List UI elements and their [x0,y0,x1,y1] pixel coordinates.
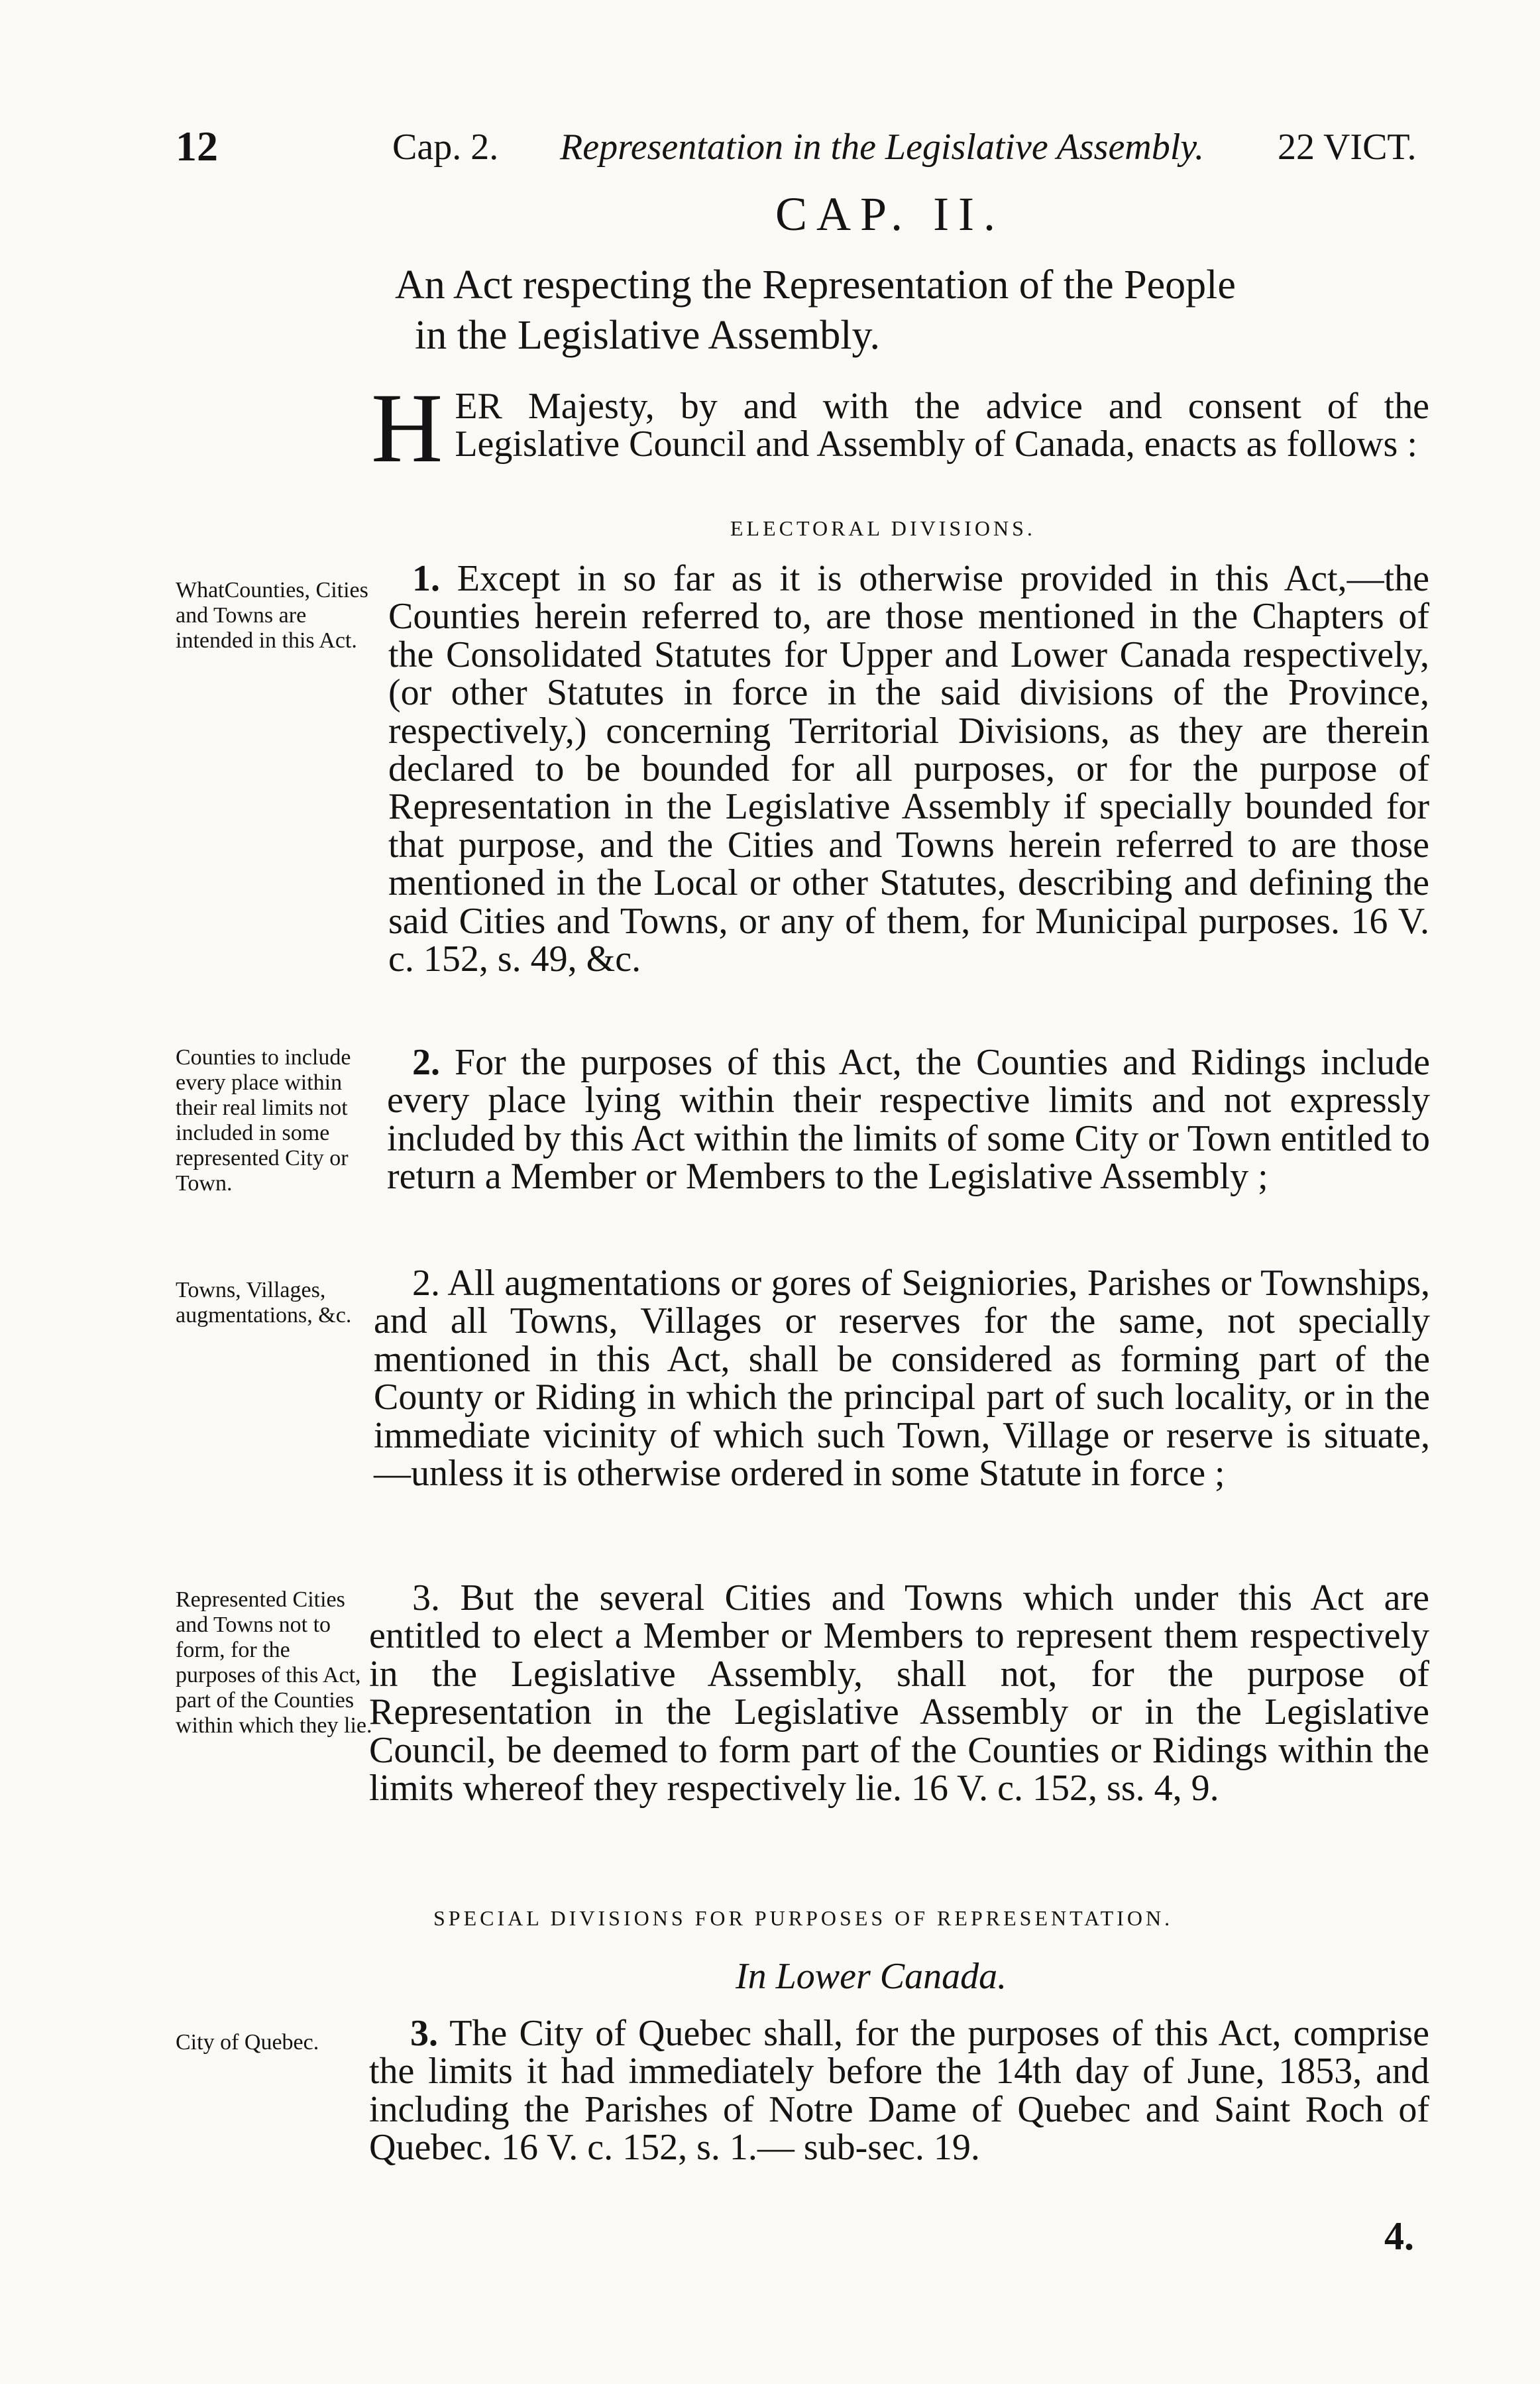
margin-note-s3: City of Quebec. [176,2030,319,2055]
header-regnal-year: 22 VICT. [1278,127,1417,168]
header-chapter: Cap. 2. [392,127,499,168]
section-2-number: 2. [412,1042,440,1083]
subsection-2-2-text: All augmentations or gores of Seigniories, Parishes or Townships, and all Towns, Villages or reserves for the same, not specially mentioned in this Act, shall be considered as forming part of the County or Riding in which the principal part of such locality, or in the immediate vicinity of which such Town, Village or reserve is situate,—unless it is otherwise ordered in some Statute in force ; [374,1263,1430,1495]
subsection-2-3-number: 3. [412,1577,440,1618]
catchword: 4. [1384,2214,1414,2258]
electoral-divisions-heading: ELECTORAL DIVISIONS. [730,516,1036,540]
page-number: 12 [176,123,218,170]
margin-note-s2-2: Towns, Villages, augmentations, &c. [176,1278,352,1328]
act-title-line1: An Act respecting the Representation of the People [395,262,1236,308]
subsection-2-2-number: 2. [412,1263,440,1304]
lower-canada-subheading: In Lower Canada. [736,1956,1007,1997]
margin-note-s1: WhatCounties, Cities and Towns are intended in this Act. [176,578,368,653]
section-3-text: The City of Quebec shall, for the purposes of this Act, comprise the limits it had immediately before the 14th day of June, 1853, and including the Parishes of Notre Dame of Quebec and Saint Roch of Quebec. 16 V. c. 152, s. 1.— sub-sec. 19. [369,2013,1429,2169]
subsection-2-3 [369,1579,1429,1807]
preamble [371,373,1429,483]
section-2 [387,1044,1430,1196]
act-title [395,260,1435,361]
margin-note-s2: Counties to include every place within their real limits not included in some represented City or Town. [176,1045,351,1196]
header-running-title: Representation in the Legislative Assembly. [560,127,1205,168]
section-3 [369,2015,1429,2167]
drop-cap: H [371,373,443,483]
act-title-line2: in the Legislative Assembly. [415,313,880,358]
section-1 [388,560,1429,978]
chapter-heading: CAP. II. [775,188,1005,241]
section-3-number: 3. [410,2013,438,2054]
section-1-text: Except in so far as it is otherwise provided in this Act,—the Counties herein referred to, are those mentioned in the Chapters of the Consolidated Statutes for Upper and Lower Canada respectively, (or other Statutes in force in the said divisions of the Province, respectively,) concerning Territorial Divisions, as they are therein declared to be bounded for all purposes, or for the purpose of Representation in the Legislative Assembly if specially bounded for that purpose, and the Cities and Towns herein referred to are those mentioned in the Local or other Statutes, describing and defining the said Cities and Towns, or any of them, for Municipal purposes. 16 V. c. 152, s. 49, &c. [388,558,1429,980]
section-2-text: For the purposes of this Act, the Counties and Ridings include every place lying within their respective limits and not expressly included by this Act within the limits of some City or Town entitled to return a Member or Members to the Legislative Assembly ; [387,1042,1430,1198]
subsection-2-3-text: But the several Cities and Towns which under this Act are entitled to elect a Member or Members to represent them respectively in the Legislative Assembly, shall not, for the purpose of Representation in the Legislative Assembly or in the Legislative Council, be deemed to form part of the Counties or Ridings within the limits whereof they respectively lie. 16 V. c. 152, ss. 4, 9. [369,1577,1430,1809]
margin-note-s2-3: Represented Cities and Towns not to form, for the purposes of this Act, part of the Counties within which they lie. [176,1587,372,1738]
special-divisions-heading: SPECIAL DIVISIONS FOR PURPOSES OF REPRESENTATION. [433,1906,1174,1930]
section-1-number: 1. [412,558,440,599]
subsection-2-2 [374,1265,1430,1493]
preamble-text: ER Majesty, by and with the advice and consent of the Legislative Council and Assembly of Canada, enacts as follows : [455,386,1429,465]
